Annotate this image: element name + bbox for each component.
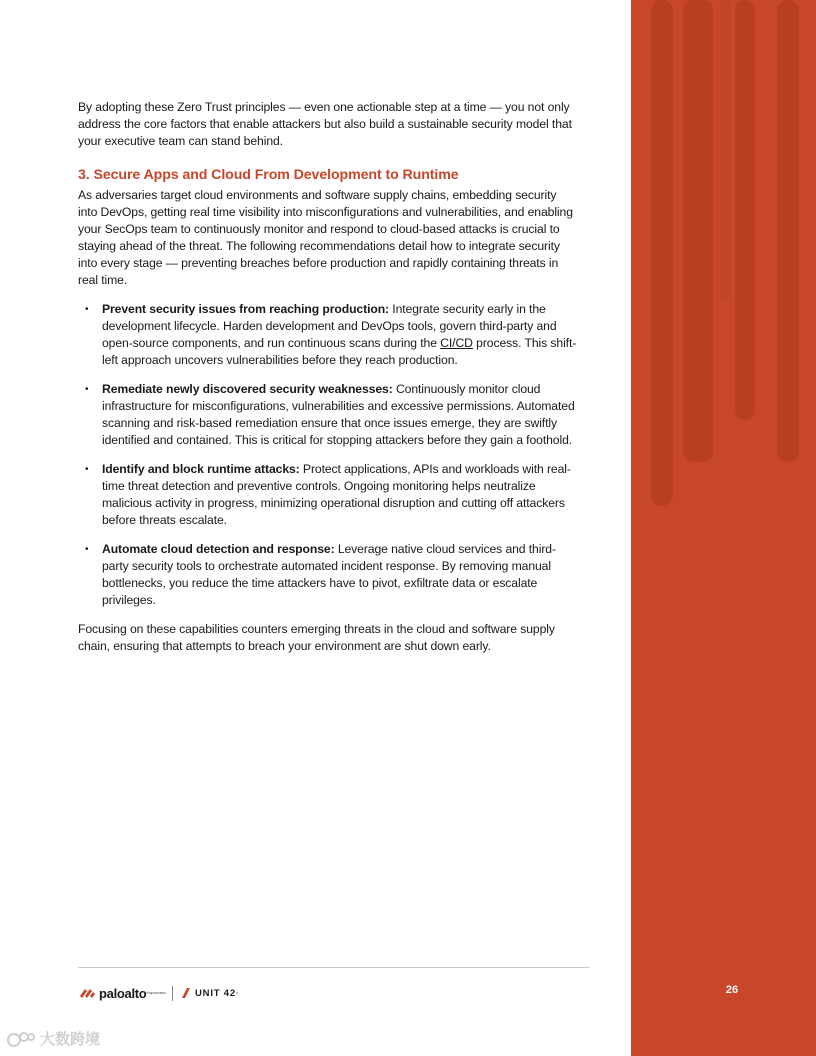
unit42-registered: ® xyxy=(235,991,239,995)
list-item-text: Protect applications, APIs and workloads with real-time threat detection and preventive controls. Ongoing monitoring helps neutralize malicious activity in progress, minimizing operational disruption and cutting off attackers before threats escalate. xyxy=(102,462,571,527)
intro-paragraph: By adopting these Zero Trust principles — even one actionable step at a time — you not only address the core factors that enable attackers but also build a sustainable security model that your executive team can stand behind. xyxy=(78,100,572,148)
list-item-text: Leverage native cloud services and third-party security tools to orchestrate automated incident response. By removing manual bottlenecks, you reduce the time attackers have to pivot, exfiltrate data or escalate privileges. xyxy=(102,542,556,607)
watermark-text: 大数跨境 xyxy=(40,1031,101,1048)
list-item xyxy=(78,541,578,609)
footer-divider xyxy=(78,967,589,968)
list-item-title: Automate cloud detection and response: xyxy=(102,542,335,556)
sidebar-stripe xyxy=(651,0,673,506)
watermark-logo-icon xyxy=(6,1030,36,1048)
bullet-icon: • xyxy=(85,384,89,395)
list-item xyxy=(78,461,578,529)
sidebar-pattern xyxy=(631,0,816,1056)
sidebar-stripe xyxy=(721,0,731,300)
list-item-title: Prevent security issues from reaching production: xyxy=(102,302,389,316)
closing-paragraph: Focusing on these capabilities counters emerging threats in the cloud and software supply chain, ensuring that attempts to breach your environment are shut down early. xyxy=(78,622,555,653)
list-item xyxy=(78,301,578,369)
section-paragraph: As adversaries target cloud environments and software supply chains, embedding security into DevOps, getting real time visibility into misconfigurations and vulnerabilities, and enabling your SecOps team to continuously monitor and respond to cloud-based attacks is crucial to staying ahead of the threat. The following recommendations detail how to integrate security into every stage — preventing breaches before production and rapidly containing threats in real time. xyxy=(78,188,573,287)
list-item-text: process. This shift-left approach uncovers vulnerabilities before they reach production. xyxy=(102,336,577,367)
unit42-logo-icon xyxy=(181,987,191,999)
bullet-icon: • xyxy=(85,544,89,555)
sidebar-stripe xyxy=(683,0,713,462)
footer-logos xyxy=(78,984,238,1002)
page-number: 26 xyxy=(725,984,739,996)
paloalto-logo-icon xyxy=(78,986,96,1000)
paloalto-registered: ® xyxy=(146,991,149,995)
watermark xyxy=(6,1028,100,1049)
paloalto-wordmark: paloalto xyxy=(99,985,147,1001)
list-item-title: Identify and block runtime attacks: xyxy=(102,462,300,476)
decorative-sidebar xyxy=(631,0,816,1056)
recommendations-list xyxy=(78,301,578,609)
bullet-icon: • xyxy=(85,304,89,315)
bullet-icon: • xyxy=(85,464,89,475)
sidebar-stripe xyxy=(735,0,755,420)
list-item xyxy=(78,381,578,449)
logo-divider xyxy=(172,986,173,1001)
section-heading: 3. Secure Apps and Cloud From Development to Runtime xyxy=(78,167,459,183)
list-item-text: Integrate security early in the development lifecycle. Harden development and DevOps tools, govern third-party and open-source components, and run continuous scans during the xyxy=(102,302,557,350)
unit42-wordmark: UNIT 42 xyxy=(195,987,236,999)
sidebar-stripe xyxy=(777,0,799,462)
main-content xyxy=(78,99,578,655)
cicd-abbreviation[interactable]: CI/CD xyxy=(440,336,473,350)
paloalto-networks-subtext: NETWORKS xyxy=(148,991,166,995)
list-item-text: Continuously monitor cloud infrastructure for misconfigurations, vulnerabilities and excessive permissions. Automated scanning and risk-based remediation ensure that once issues emerge, they are swiftly identified and contained. This is critical for stopping attackers before they gain a foothold. xyxy=(102,382,575,447)
list-item-title: Remediate newly discovered security weaknesses: xyxy=(102,382,393,396)
